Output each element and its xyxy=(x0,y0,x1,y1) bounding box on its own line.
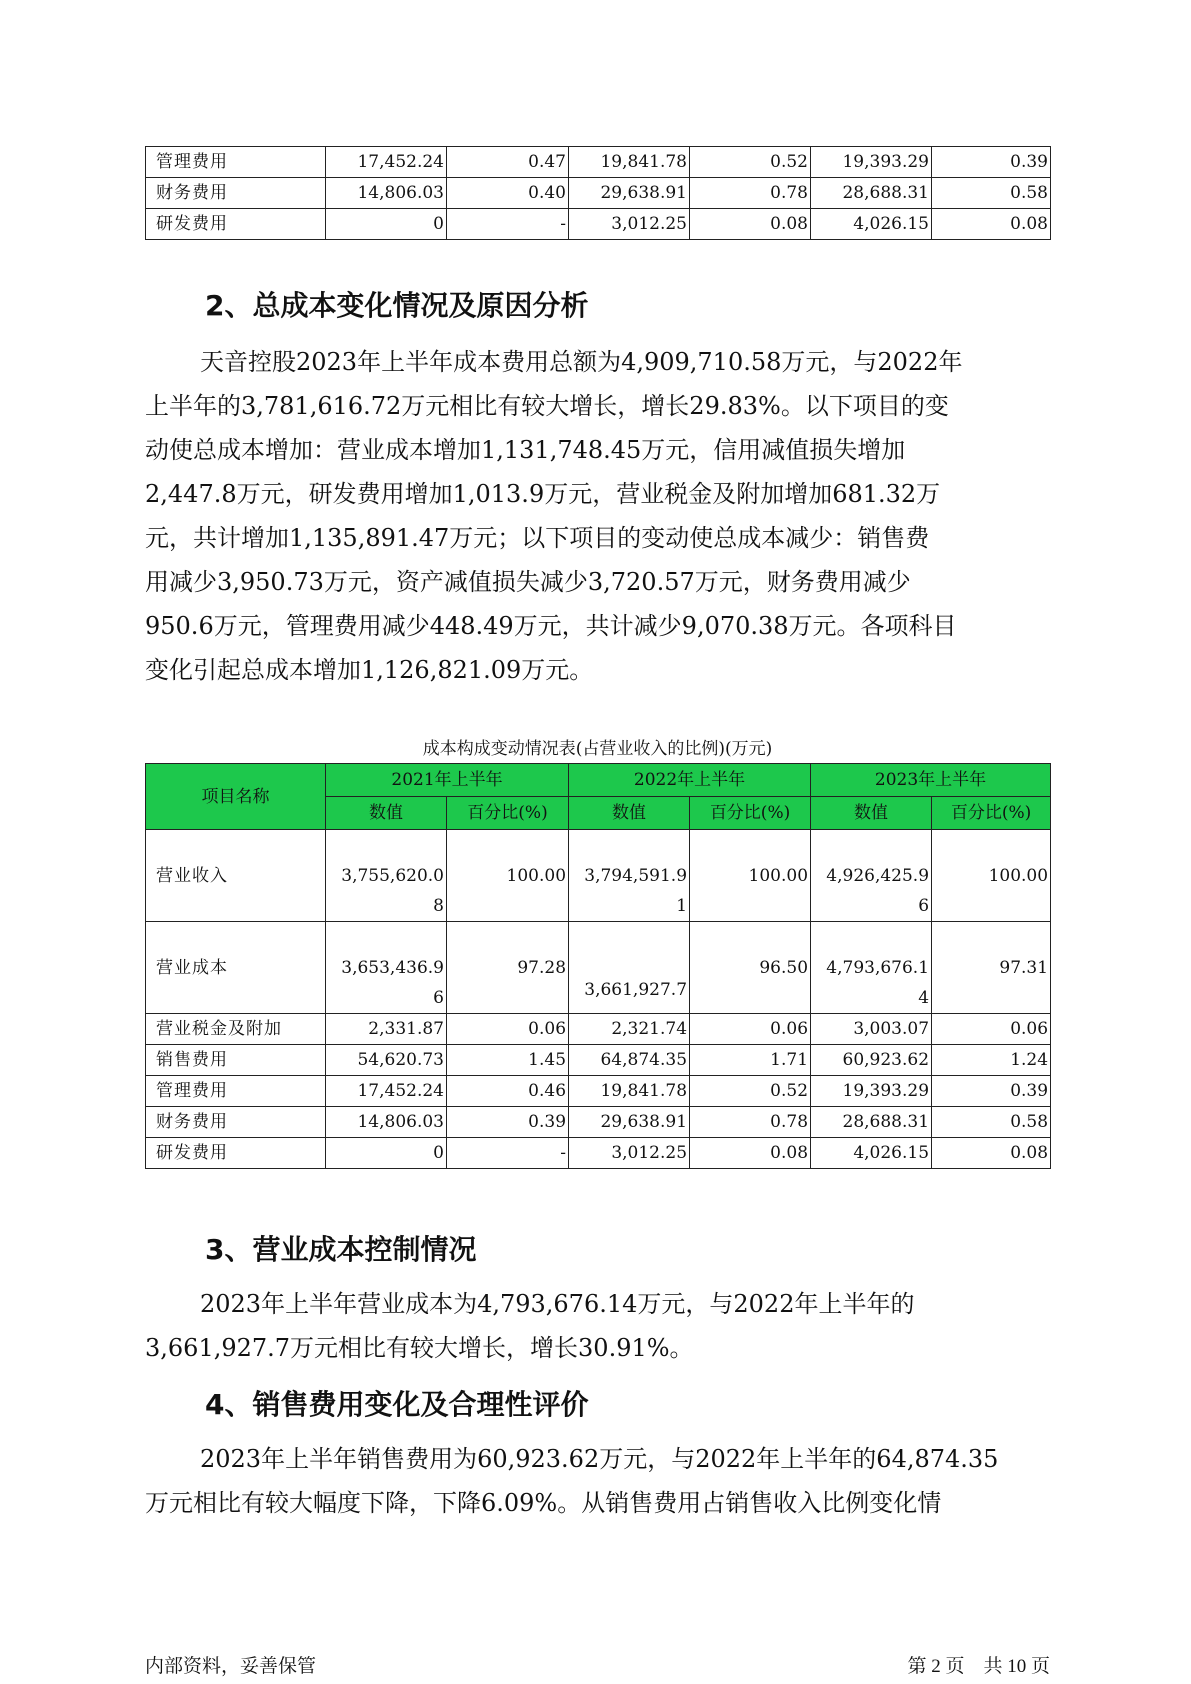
table-cell: 14,806.03 xyxy=(326,178,447,209)
table-cell xyxy=(326,830,447,922)
table-cell: 0.47 xyxy=(447,147,569,178)
section2-heading: 2、总成本变化情况及原因分析 xyxy=(205,289,589,322)
table-cell: 19,393.29 xyxy=(811,1076,932,1107)
table-row xyxy=(146,1138,1051,1169)
para-line: 元，共计增加1,135,891.47万元；以下项目的变动使总成本减少：销售费 xyxy=(145,524,930,552)
cell-text-line: 3,755,620.0 xyxy=(341,866,444,886)
cell-text-line: 8 xyxy=(433,896,444,916)
para-line: 3,661,927.7万元相比有较大增长，增长30.91%。 xyxy=(145,1334,694,1362)
para-line: 万元相比有较大幅度下降，下降6.09%。从销售费用占销售收入比例变化情 xyxy=(145,1489,942,1517)
table-cell: - xyxy=(447,209,569,240)
header-value: 数值 xyxy=(569,797,690,830)
section3-paragraph xyxy=(145,1282,1050,1370)
table-cell: 0.08 xyxy=(932,1138,1051,1169)
section4-paragraph xyxy=(145,1437,1050,1525)
table-cell: 29,638.91 xyxy=(569,1107,690,1138)
table-cell: 1.24 xyxy=(932,1045,1051,1076)
cell-text-line: 6 xyxy=(433,988,444,1008)
row-label: 营业税金及附加 xyxy=(146,1014,326,1045)
table-cell: 0.08 xyxy=(690,209,811,240)
table-cell: 60,923.62 xyxy=(811,1045,932,1076)
table-caption: 成本构成变动情况表(占营业收入的比例)(万元) xyxy=(422,739,773,759)
table-cell: 0.58 xyxy=(932,178,1051,209)
table-cell: 0.06 xyxy=(447,1014,569,1045)
table-cell: 64,874.35 xyxy=(569,1045,690,1076)
table-cell: 0.52 xyxy=(690,147,811,178)
table-cell: 19,393.29 xyxy=(811,147,932,178)
table-cell: 1.71 xyxy=(690,1045,811,1076)
cell-text-line: 4,793,676.1 xyxy=(826,958,930,978)
table-cell: 0.40 xyxy=(447,178,569,209)
row-label: 研发费用 xyxy=(146,209,326,240)
table-cell: 0 xyxy=(326,1138,447,1169)
table-cell: 0.78 xyxy=(690,178,811,209)
para-line: 2023年上半年营业成本为4,793,676.14万元，与2022年上半年的 xyxy=(200,1290,915,1318)
header-pct: 百分比(%) xyxy=(690,797,811,830)
table-cell: 100.00 xyxy=(690,830,811,922)
table-row xyxy=(146,147,1051,178)
para-line: 2,447.8万元，研发费用增加1,013.9万元，营业税金及附加增加681.32万 xyxy=(145,480,941,508)
cell-text-line: 4 xyxy=(918,988,930,1008)
table-cell: 29,638.91 xyxy=(569,178,690,209)
table-row xyxy=(146,1014,1051,1045)
header-pct: 百分比(%) xyxy=(447,797,569,830)
table-cell: 0.06 xyxy=(932,1014,1051,1045)
section2-paragraph xyxy=(145,340,1050,692)
table-cell: 0.78 xyxy=(690,1107,811,1138)
table-cell: - xyxy=(447,1138,569,1169)
table-cell: 0.08 xyxy=(690,1138,811,1169)
table-cell: 3,012.25 xyxy=(569,209,690,240)
table-row xyxy=(146,178,1051,209)
para-line: 动使总成本增加：营业成本增加1,131,748.45万元，信用减值损失增加 xyxy=(145,436,906,464)
row-label: 管理费用 xyxy=(146,147,326,178)
para-line: 天音控股2023年上半年成本费用总额为4,909,710.58万元，与2022年 xyxy=(200,348,963,376)
cell-text-line: 4,926,425.9 xyxy=(826,866,930,886)
table-cell: 28,688.31 xyxy=(811,1107,932,1138)
table-cell: 0.39 xyxy=(447,1107,569,1138)
table-cell: 14,806.03 xyxy=(326,1107,447,1138)
table-row xyxy=(146,830,1051,922)
section4-heading: 4、销售费用变化及合理性评价 xyxy=(205,1388,589,1421)
table-cell: 28,688.31 xyxy=(811,178,932,209)
cell-text-line: 6 xyxy=(918,896,930,916)
header-item-name: 项目名称 xyxy=(146,764,326,830)
section3-heading: 3、营业成本控制情况 xyxy=(205,1233,477,1266)
table-cell: 0.58 xyxy=(932,1107,1051,1138)
row-label: 研发费用 xyxy=(146,1138,326,1169)
table-cell: 2,321.74 xyxy=(569,1014,690,1045)
table-cell xyxy=(326,922,447,1014)
row-label: 销售费用 xyxy=(146,1045,326,1076)
table-cell xyxy=(811,830,932,922)
para-line: 2023年上半年销售费用为60,923.62万元，与2022年上半年的64,874.35 xyxy=(200,1445,999,1473)
table-cell: 100.00 xyxy=(932,830,1051,922)
table-cell: 97.28 xyxy=(447,922,569,1014)
table-cell: 54,620.73 xyxy=(326,1045,447,1076)
table-cell: 0.52 xyxy=(690,1076,811,1107)
row-label: 营业收入 xyxy=(146,830,326,922)
table-cell: 97.31 xyxy=(932,922,1051,1014)
table-cell: 1.45 xyxy=(447,1045,569,1076)
header-period: 2021年上半年 xyxy=(326,764,569,797)
row-label: 财务费用 xyxy=(146,178,326,209)
table-cell: 19,841.78 xyxy=(569,147,690,178)
table-cell xyxy=(569,830,690,922)
cell-text-line: 3,653,436.9 xyxy=(341,958,444,978)
table-row xyxy=(146,209,1051,240)
header-value: 数值 xyxy=(811,797,932,830)
table-row xyxy=(146,1107,1051,1138)
table-row xyxy=(146,1076,1051,1107)
table-cell: 0.08 xyxy=(932,209,1051,240)
table-cell: 96.50 xyxy=(690,922,811,1014)
cell-text-line: 1 xyxy=(676,896,688,916)
cost-table xyxy=(145,763,1051,1169)
footer-page-number: 第 2 页 共 10 页 xyxy=(907,1656,1050,1677)
top-table xyxy=(145,146,1051,240)
para-line: 变化引起总成本增加1,126,821.09万元。 xyxy=(145,656,594,684)
table-cell: 4,026.15 xyxy=(811,1138,932,1169)
header-pct: 百分比(%) xyxy=(932,797,1051,830)
table-cell: 19,841.78 xyxy=(569,1076,690,1107)
table-cell: 0.46 xyxy=(447,1076,569,1107)
table-cell: 17,452.24 xyxy=(326,1076,447,1107)
table-cell: 0.06 xyxy=(690,1014,811,1045)
table-cell: 3,012.25 xyxy=(569,1138,690,1169)
header-value: 数值 xyxy=(326,797,447,830)
cell-text-line: 3,661,927.7 xyxy=(584,980,688,1000)
table-cell xyxy=(811,922,932,1014)
row-label: 财务费用 xyxy=(146,1107,326,1138)
cell-text-line: 3,794,591.9 xyxy=(584,866,688,886)
header-period: 2022年上半年 xyxy=(569,764,811,797)
table-cell: 100.00 xyxy=(447,830,569,922)
para-line: 950.6万元，管理费用减少448.49万元，共计减少9,070.38万元。各项科目 xyxy=(145,612,957,640)
row-label: 管理费用 xyxy=(146,1076,326,1107)
table-row xyxy=(146,922,1051,1014)
table-cell: 17,452.24 xyxy=(326,147,447,178)
table-cell: 3,003.07 xyxy=(811,1014,932,1045)
table-cell: 4,026.15 xyxy=(811,209,932,240)
table-cell: 0.39 xyxy=(932,1076,1051,1107)
table-row xyxy=(146,1045,1051,1076)
row-label: 营业成本 xyxy=(146,922,326,1014)
table-cell xyxy=(569,922,690,1014)
table-cell: 0.39 xyxy=(932,147,1051,178)
para-line: 用减少3,950.73万元，资产减值损失减少3,720.57万元，财务费用减少 xyxy=(145,568,911,596)
table-cell: 2,331.87 xyxy=(326,1014,447,1045)
header-period: 2023年上半年 xyxy=(811,764,1051,797)
table-cell: 0 xyxy=(326,209,447,240)
footer-left: 内部资料，妥善保管 xyxy=(145,1656,317,1677)
para-line: 上半年的3,781,616.72万元相比有较大增长，增长29.83%。以下项目的变 xyxy=(145,392,949,420)
